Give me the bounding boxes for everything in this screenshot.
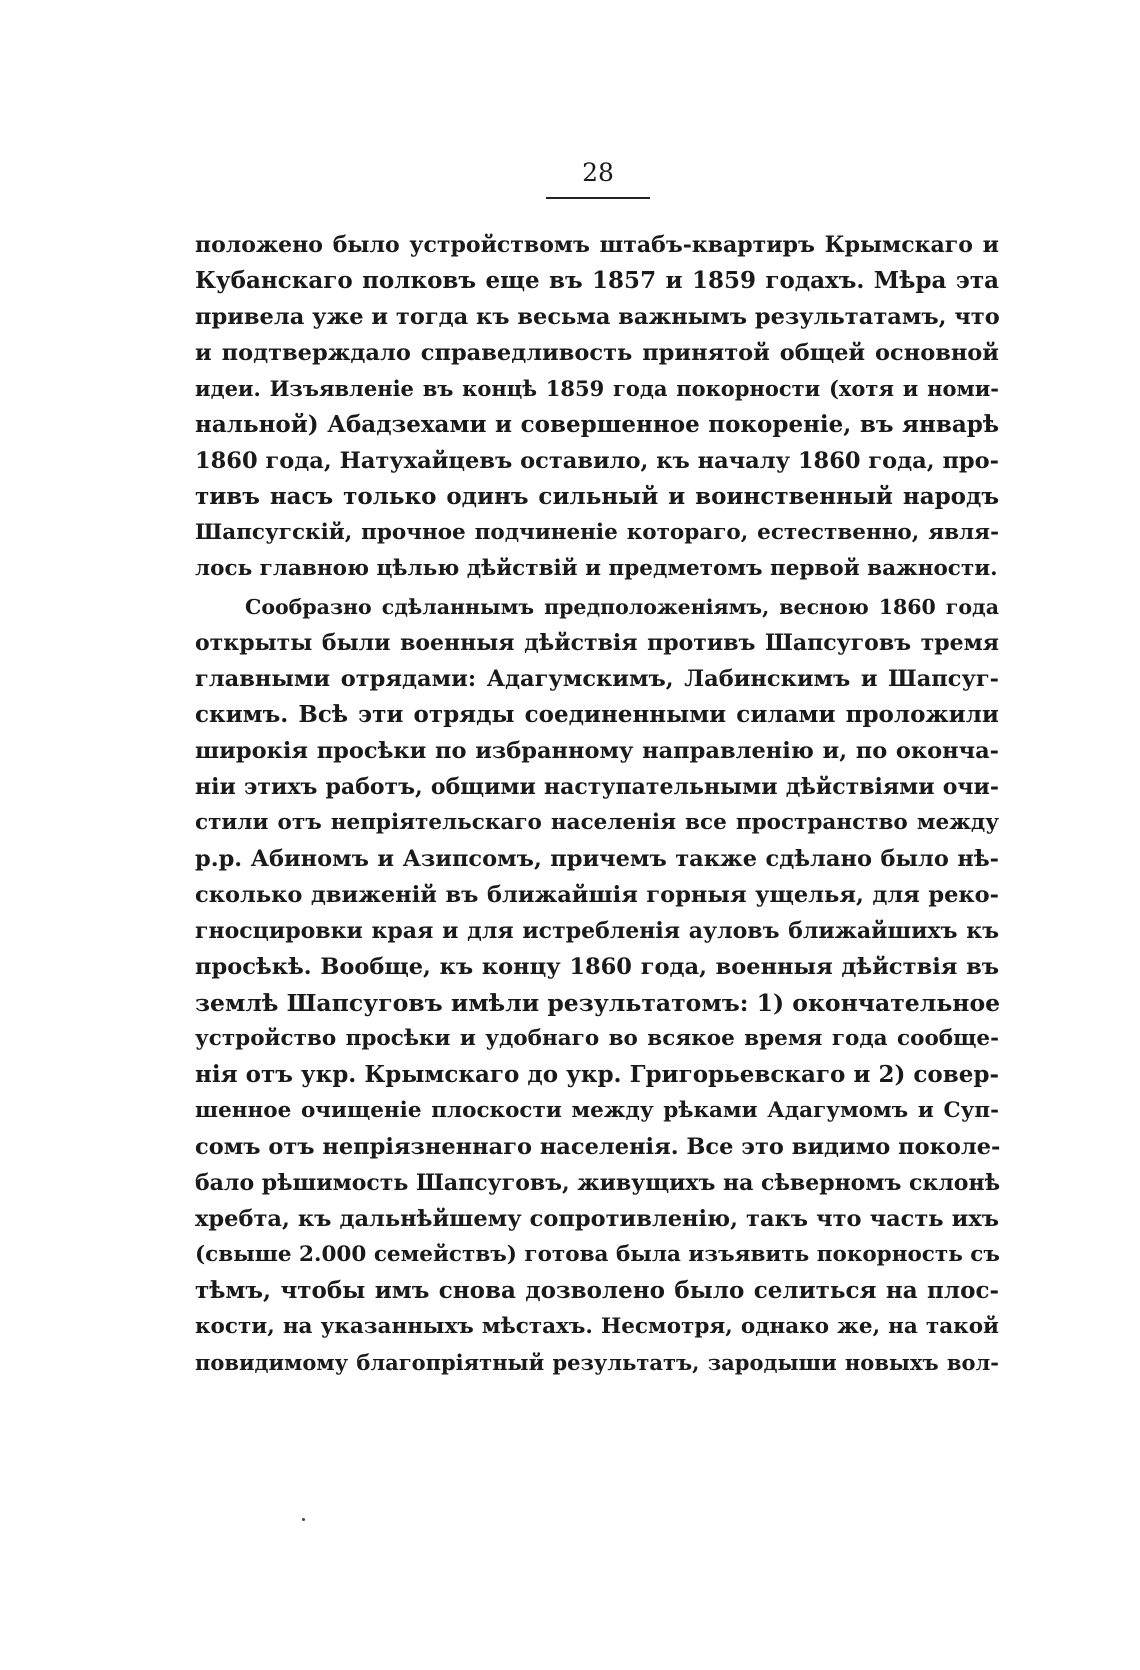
text-line: привела уже и тогда къ весьма важнымъ результатамъ, что <box>195 304 1000 330</box>
text-line: гносцировки края и для истребленія ауловъ ближайшихъ къ <box>195 918 999 944</box>
text-line: хребта, къ дальнѣйшему сопротивленію, такъ что часть ихъ <box>195 1206 999 1232</box>
text-line: открыты были военныя дѣйствія противъ Шапсуговъ тремя <box>195 630 999 656</box>
text-line: нальной) Абадзехами и совершенное покореніе, въ январѣ <box>195 411 999 438</box>
text-line: лось главною цѣлью дѣйствій и предметомъ первой важности. <box>195 556 998 581</box>
text-line: повидимому благопріятный результатъ, зародыши новыхъ вол- <box>195 1350 999 1375</box>
text-line: ніи этихъ работъ, общими наступательными дѣйствіями очи- <box>195 774 999 800</box>
text-line: (свыше 2.000 семействъ) готова была изъявить покорность съ <box>195 1242 1000 1267</box>
text-line: 1860 года, Натухайцевъ оставило, къ началу 1860 года, про- <box>195 448 999 474</box>
text-line: нія отъ укр. Крымскаго до укр. Григорьевскаго и 2) совер- <box>195 1061 999 1088</box>
text-line: главными отрядами: Адагумскимъ, Лабинскимъ и Шапсуг- <box>195 666 999 692</box>
text-line: шенное очищеніе плоскости между рѣками Адагумомъ и Суп- <box>195 1098 999 1123</box>
page-number-rule <box>546 197 650 199</box>
text-line: тивъ насъ только одинъ сильный и воинственный народъ <box>195 483 999 510</box>
text-line: идеи. Изъявленіе въ концѣ 1859 года покорности (хотя и номи- <box>195 376 999 401</box>
text-line: кости, на указанныхъ мѣстахъ. Несмотря, однако же, на такой <box>195 1314 999 1339</box>
text-line: скимъ. Всѣ эти отряды соединенными силами проложили <box>195 701 999 728</box>
text-line: сомъ отъ непріязненнаго населенія. Все это видимо поколе- <box>195 1134 1001 1160</box>
text-line: Шапсугскій, прочное подчиненіе котораго, естественно, явля- <box>195 520 999 545</box>
text-line: сколько движеній въ ближайшія горныя ущелья, для реко- <box>195 882 999 908</box>
text-line: устройство просѣки и удобнаго во всякое время года сообще- <box>195 1026 999 1051</box>
text-line: тѣмъ, чтобы имъ снова дозволено было селиться на плос- <box>195 1277 999 1304</box>
text-line: бало рѣшимость Шапсуговъ, живущихъ на сѣверномъ склонѣ <box>195 1170 1001 1196</box>
text-line: землѣ Шапсуговъ имѣли результатомъ: 1) окончательное <box>195 989 1001 1017</box>
page-number: 28 <box>582 158 614 187</box>
text-line: и подтверждало справедливость принятой общей основной <box>195 340 999 366</box>
text-line: широкія просѣки по избранному направленію и, по оконча- <box>195 738 999 764</box>
text-line: стили отъ непріятельскаго населенія все пространство между <box>195 810 999 835</box>
print-speck <box>302 1518 305 1521</box>
text-line: р.р. Абиномъ и Азипсомъ, причемъ также сдѣлано было нѣ- <box>195 846 999 872</box>
text-line: просѣкѣ. Вообще, къ концу 1860 года, военныя дѣйствія въ <box>195 954 999 980</box>
text-line: Сообразно сдѣланнымъ предположеніямъ, весною 1860 года <box>245 595 999 619</box>
text-line: Кубанскаго полковъ еще въ 1857 и 1859 годахъ. Мѣра эта <box>195 267 999 294</box>
text-line: положено было устройствомъ штабъ-квартиръ Крымскаго и <box>195 232 999 258</box>
